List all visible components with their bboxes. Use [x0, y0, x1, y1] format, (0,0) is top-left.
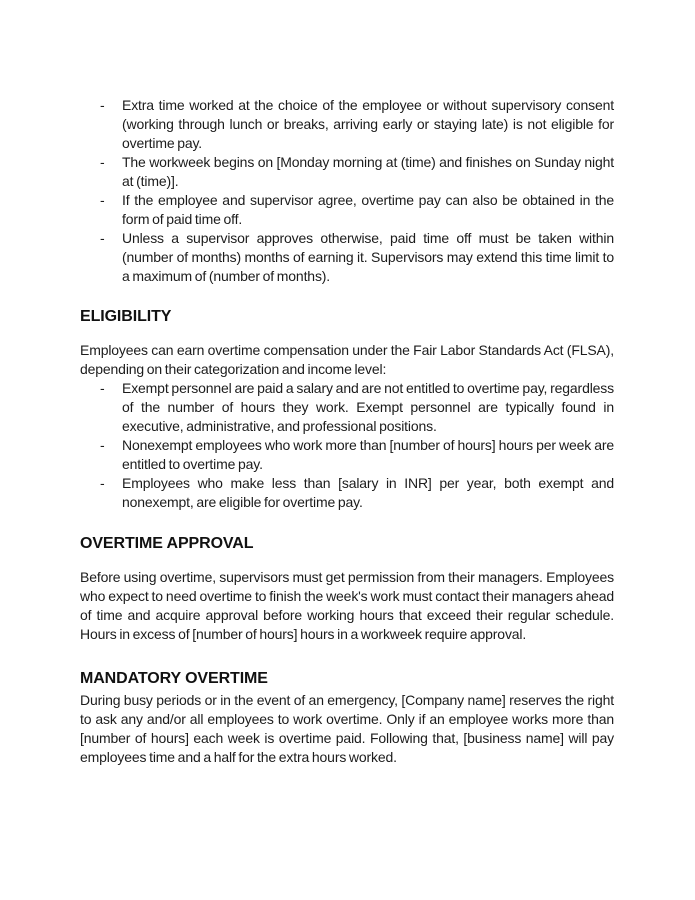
- bullet-dash: -: [100, 437, 105, 453]
- list-item: [80, 96, 614, 153]
- list-item: [80, 436, 614, 474]
- bullet-dash: -: [100, 230, 105, 246]
- section-heading-eligibility: ELIGIBILITY: [80, 308, 172, 325]
- eligibility-intro-paragraph: Employees can earn overtime compensation under the Fair Labor Standards Act (FLSA), depending on their categorization and income level:: [80, 342, 614, 377]
- list-item-text: If the employee and supervisor agree, overtime pay can also be obtained in the form of paid time off.: [122, 192, 614, 227]
- section-heading-mandatory-overtime: MANDATORY OVERTIME: [80, 670, 268, 687]
- bullet-dash: -: [100, 154, 105, 170]
- list-item-text: Nonexempt employees who work more than [number of hours] hours per week are entitled to overtime pay.: [122, 437, 614, 472]
- list-item: [80, 153, 614, 191]
- list-item-text: Unless a supervisor approves otherwise, paid time off must be taken within (number of months) months of earning it. Supervisors may extend this time limit to a maximum of (number of months).: [122, 230, 614, 284]
- bullet-dash: -: [100, 97, 105, 113]
- list-item: [80, 229, 614, 286]
- bullet-dash: -: [100, 192, 105, 208]
- list-item-text: Employees who make less than [salary in INR] per year, both exempt and nonexempt, are eligible for overtime pay.: [122, 475, 614, 510]
- list-item-text: Extra time worked at the choice of the employee or without supervisory consent (working through lunch or breaks, arriving early or staying late) is not eligible for overtime pay.: [122, 97, 614, 151]
- list-item-text: Exempt personnel are paid a salary and are not entitled to overtime pay, regardless of the number of hours they work. Exempt personnel are typically found in executive, administrative, and professional positions.: [122, 380, 614, 434]
- list-item: [80, 379, 614, 436]
- overtime-approval-paragraph: Before using overtime, supervisors must get permission from their managers. Employees who expect to need overtime to finish the week's work must contact their managers ahead of time and acquire approval before working hours that exceed their regular schedule. Hours in excess of [number of hours] hours in a workweek require approval.: [80, 569, 614, 642]
- list-item: [80, 474, 614, 512]
- list-item-text: The workweek begins on [Monday morning at (time) and finishes on Sunday night at (time)].: [122, 154, 614, 189]
- eligibility-bullet-list: [80, 379, 614, 512]
- list-item: [80, 191, 614, 229]
- section-heading-overtime-approval: OVERTIME APPROVAL: [80, 535, 254, 552]
- intro-bullet-list: [80, 96, 614, 286]
- mandatory-overtime-paragraph: During busy periods or in the event of an emergency, [Company name] reserves the right to ask any and/or all employees to work overtime. Only if an employee works more than [number of hours] each week is overtime paid. Following that, [business name] will pay employees time and a half for the extra hours worked.: [80, 692, 614, 765]
- bullet-dash: -: [100, 380, 105, 396]
- bullet-dash: -: [100, 475, 105, 491]
